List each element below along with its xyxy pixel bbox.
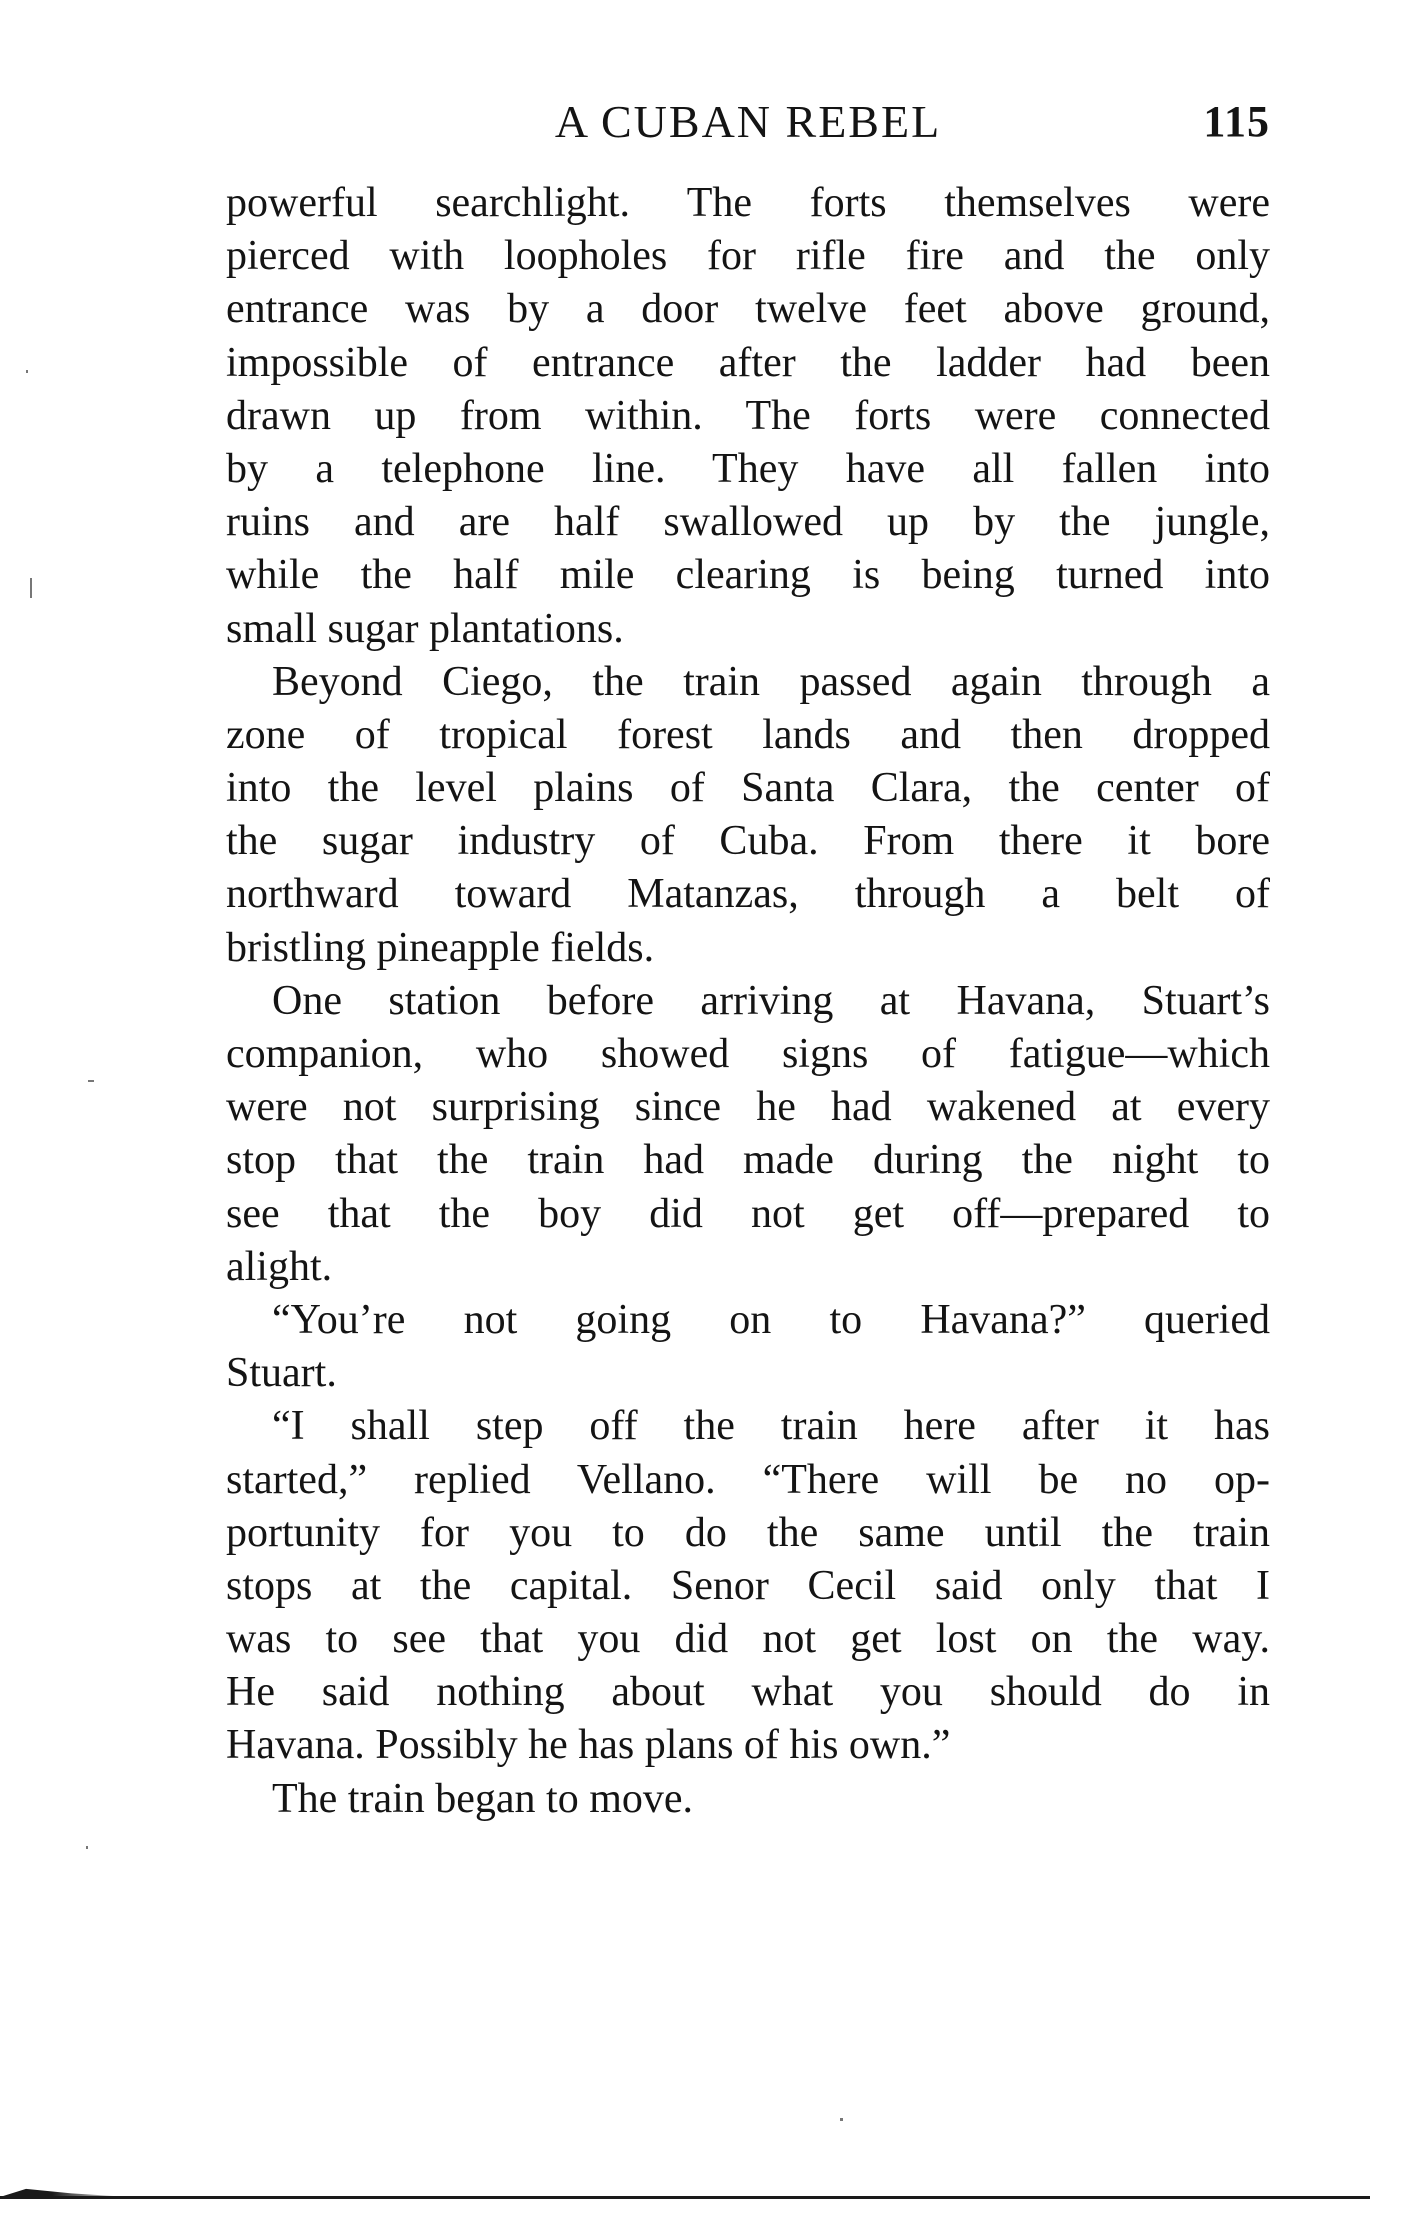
running-title: A CUBAN REBEL [554,96,942,147]
text-line: started,” replied Vellano. “There will be no op- [226,1456,1270,1503]
text-line: by a telephone line. They have all fallen into [226,445,1270,492]
text-line: Havana. Possibly he has plans of his own.” [226,1722,951,1769]
text-line: ruins and are half swallowed up by the jungle, [226,499,1270,546]
text-line: The train began to move. [272,1775,694,1822]
body-text [226,177,1270,1826]
scan-speck [26,370,28,373]
text-line: see that the boy did not get off—prepared to [226,1190,1270,1237]
page-edge-rule [0,2196,1370,2199]
text-line: entrance was by a door twelve feet above ground, [226,286,1270,333]
text-line: companion, who showed signs of fatigue—which [226,1031,1270,1077]
text-line: “I shall step off the train here after it has [272,1403,1270,1450]
text-line: while the half mile clearing is being turned into [226,552,1270,599]
text-line: He said nothing about what you should do in [226,1669,1270,1716]
scan-speck [88,1080,94,1082]
running-head [226,92,1270,152]
page-number: 115 [1203,97,1270,146]
text-line: was to see that you did not get lost on the way. [226,1616,1270,1663]
text-line: were not surprising since he had wakened at every [226,1084,1270,1131]
text-line: the sugar industry of Cuba. From there it bore [226,818,1270,865]
text-line: zone of tropical forest lands and then dropped [226,711,1270,758]
text-line: Stuart. [226,1350,337,1397]
text-line: powerful searchlight. The forts themselves were [226,180,1270,226]
text-line: stops at the capital. Senor Cecil said only that I [226,1562,1270,1609]
text-line: drawn up from within. The forts were connected [226,392,1270,439]
scan-speck [86,1846,88,1849]
text-line: stop that the train had made during the night to [226,1137,1270,1184]
text-line: “You’re not going on to Havana?” queried [272,1296,1270,1343]
text-line: Beyond Ciego, the train passed again through a [272,658,1270,705]
text-line: small sugar plantations. [226,605,624,652]
text-line: portunity for you to do the same until the train [226,1509,1270,1556]
text-line: pierced with loopholes for rifle fire and the only [226,233,1270,280]
text-line: impossible of entrance after the ladder had been [226,339,1270,386]
text-line: northward toward Matanzas, through a belt of [226,871,1270,918]
scan-speck [840,2118,843,2121]
text-line: One station before arriving at Havana, Stuart’s [272,977,1270,1024]
scan-speck [30,578,32,598]
text-line: alight. [226,1243,333,1290]
text-line: bristling pineapple fields. [226,924,655,971]
text-line: into the level plains of Santa Clara, the center of [226,765,1270,812]
